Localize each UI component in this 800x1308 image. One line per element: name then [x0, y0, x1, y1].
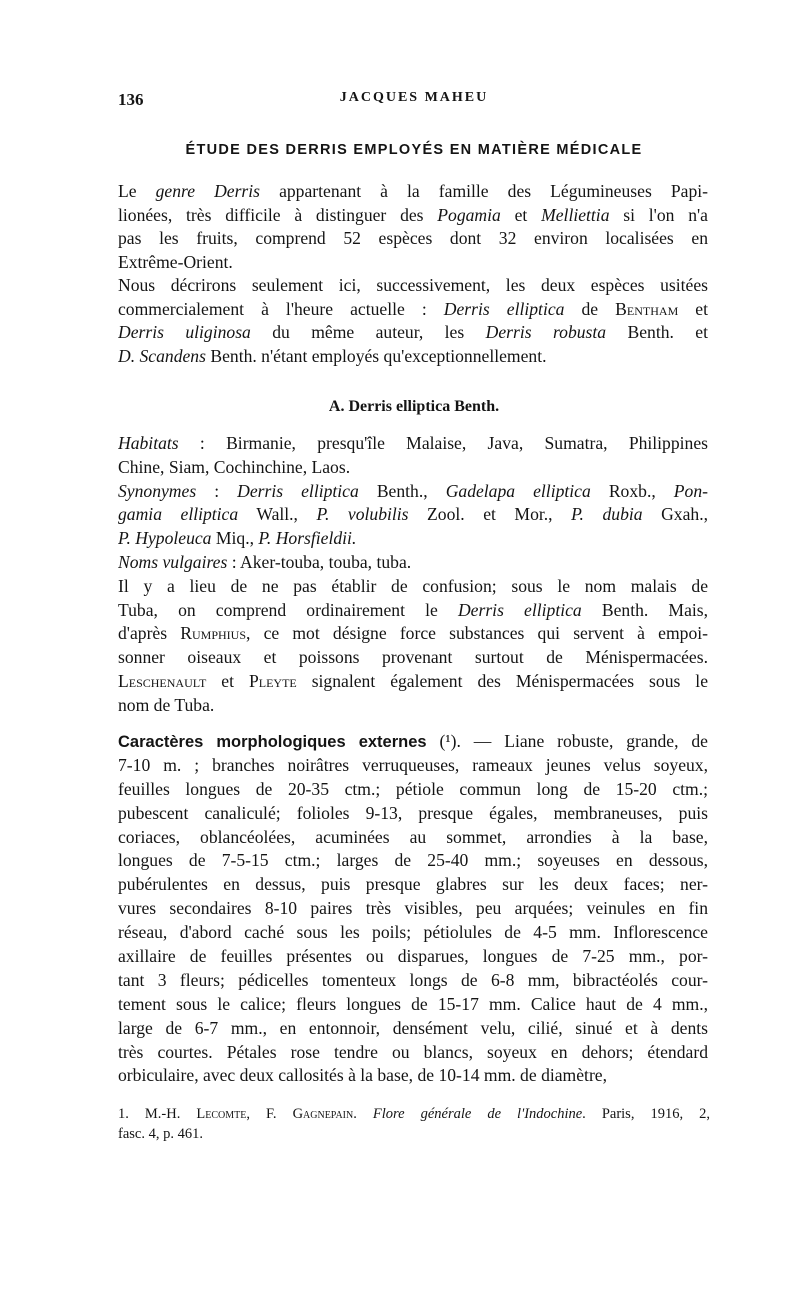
text-line: feuilles longues de 20-35 ctm.; pétiole commun long de 15-20 ctm.;: [118, 778, 708, 799]
text-line: longues de 7-5-15 ctm.; larges de 25-40 mm.; soyeuses en dessous,: [118, 850, 708, 871]
text-line: gamia elliptica Wall., P. volubilis Zool. et Mor., P. dubia Gxah.,: [118, 504, 708, 525]
text-line: Le genre Derris appartenant à la famille des Légumineuses Papi-: [118, 181, 708, 201]
text-line: D. Scandens Benth. n'étant employés qu'exceptionnellement.: [118, 345, 547, 366]
chapter-title: ÉTUDE DES DERRIS EMPLOYÉS EN MATIÈRE MÉDICALE: [185, 142, 643, 158]
text-line: Leschenault et Pleyte signalent également des Ménispermacées sous le: [118, 670, 708, 691]
text-line: très courtes. Pétales rose tendre ou blancs, soyeux en dehors; étendard: [118, 1041, 708, 1062]
text-line: vures secondaires 8-10 paires très visibles, peu arquées; veinules en fin: [118, 898, 708, 919]
text-line: Chine, Siam, Cochinchine, Laos.: [118, 456, 351, 477]
text-line: sonner oiseaux et poissons provenant surtout de Ménispermacées.: [118, 647, 708, 668]
text-line: Il y a lieu de ne pas établir de confusion; sous le nom malais de: [118, 575, 708, 596]
text-line: d'après Rumphius, ce mot désigne force substances qui servent à empoi-: [118, 623, 708, 644]
section-heading: A. Derris elliptica Benth.: [328, 398, 500, 415]
text-line: orbiculaire, avec deux callosités à la base, de 10-14 mm. de diamètre,: [118, 1065, 608, 1086]
text-line: lionées, très difficile à distinguer des Pogamia et Melliettia si l'on n'a: [118, 204, 708, 225]
text-line: pas les fruits, comprend 52 espèces dont 32 environ localisées en: [118, 228, 708, 249]
intro-paragraph-2: [118, 274, 708, 368]
text-line: 7-10 m. ; branches noirâtres verruqueuses, rameaux jeunes velus soyeux,: [118, 754, 708, 775]
text-line: Noms vulgaires : Aker-touba, touba, tuba.: [118, 551, 412, 572]
running-header: [118, 90, 710, 112]
text-line: coriaces, oblancéolées, acuminées au sommet, arrondies à la base,: [118, 826, 708, 847]
text-line: Extrême-Orient.: [118, 251, 233, 272]
page-number: 136: [118, 90, 144, 109]
text-line: Synonymes : Derris elliptica Benth., Gadelapa elliptica Roxb., Pon-: [118, 480, 708, 501]
text-line: pubérulentes en dessus, puis presque glabres sur les deux faces; ner-: [118, 874, 708, 895]
text-line: Derris uliginosa du même auteur, les Derris robusta Benth. et: [118, 322, 708, 343]
running-head-author: JACQUES MAHEU: [339, 90, 489, 105]
section-a-body: [118, 432, 708, 718]
text-line: 1. M.-H. Lecomte, F. Gagnepain. Flore générale de l'Indochine. Paris, 1916, 2,: [118, 1106, 710, 1122]
morphology-paragraph: [118, 730, 708, 1088]
text-line: Caractères morphologiques externes (¹). — Liane robuste, grande, de: [118, 731, 708, 751]
text-line: commercialement à l'heure actuelle : Derris elliptica de Bentham et: [118, 298, 708, 319]
text-line: tant 3 fleurs; pédicelles tomenteux longs de 6-8 mm, bibractéolés cour-: [118, 969, 708, 990]
text-line: pubescent canaliculé; folioles 9-13, presque égales, membraneuses, puis: [118, 802, 708, 823]
text-line: large de 6-7 mm., en entonnoir, densément velu, cilié, sinué et à dents: [118, 1017, 708, 1038]
text-line: Nous décrirons seulement ici, successivement, les deux espèces usitées: [118, 275, 708, 295]
text-line: Habitats : Birmanie, presqu'île Malaise, Java, Sumatra, Philippines: [118, 433, 708, 453]
text-line: P. Hypoleuca Miq., P. Horsfieldii.: [118, 528, 357, 549]
text-line: tement sous le calice; fleurs longues de 15-17 mm. Calice haut de 4 mm.,: [118, 993, 708, 1014]
footnote: [118, 1104, 710, 1144]
text-line: Tuba, on comprend ordinairement le Derris elliptica Benth. Mais,: [118, 599, 708, 620]
text-line: axillaire de feuilles présentes ou disparues, longues de 7-25 mm., por-: [118, 946, 708, 967]
intro-paragraph-1: [118, 180, 708, 274]
text-line: réseau, d'abord caché sous les poils; pétiolules de 4-5 mm. Inflorescence: [118, 922, 708, 943]
text-line: nom de Tuba.: [118, 694, 215, 715]
text-line: fasc. 4, p. 461.: [118, 1126, 203, 1142]
